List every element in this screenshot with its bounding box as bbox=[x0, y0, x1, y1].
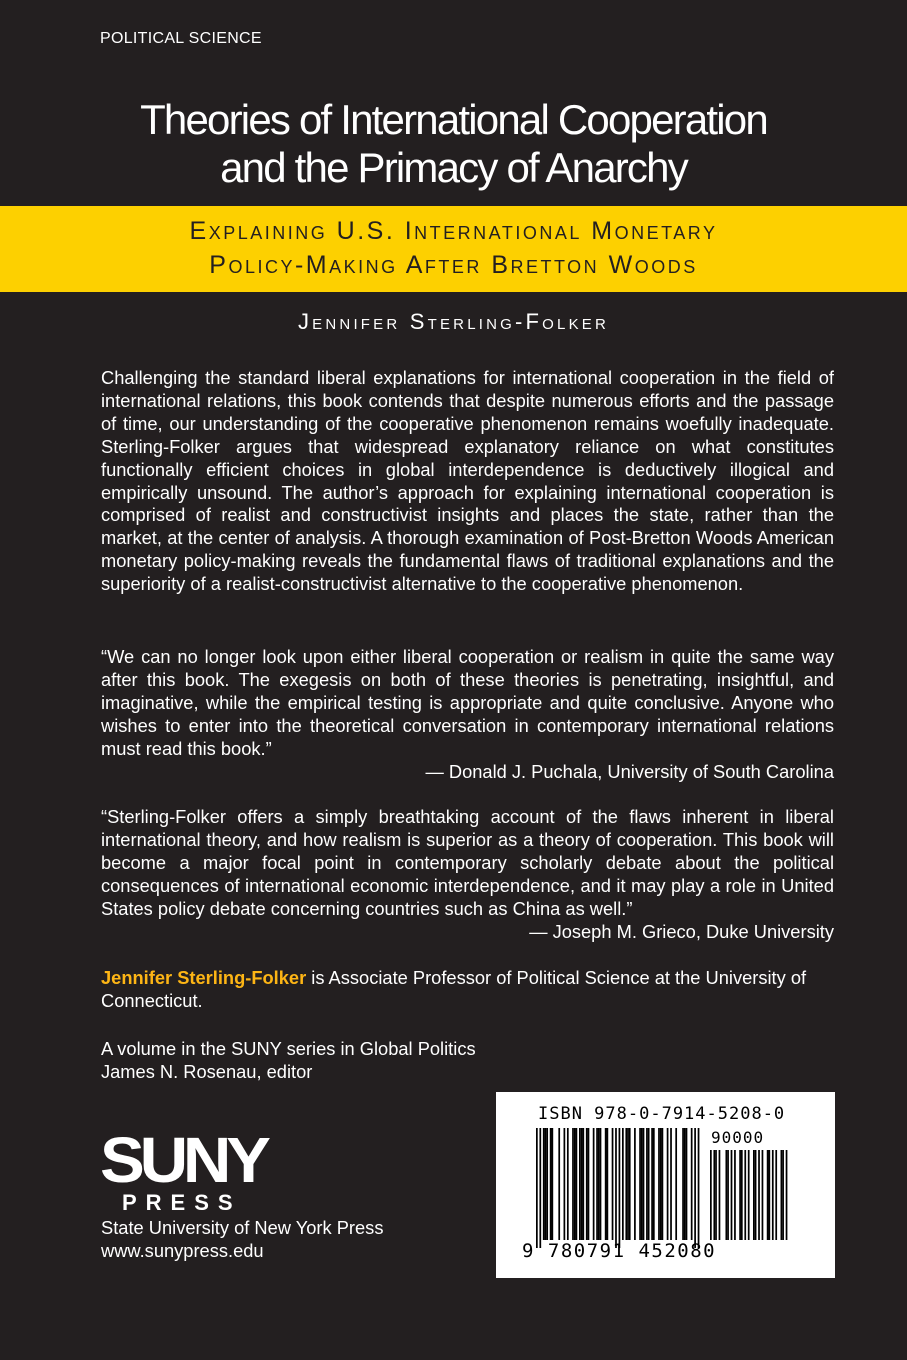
barcode-bar bbox=[596, 1128, 598, 1240]
publisher-url: www.sunypress.edu bbox=[101, 1240, 264, 1261]
addon-bar bbox=[739, 1150, 741, 1240]
suny-press-logo bbox=[100, 1124, 292, 1216]
barcode-bar bbox=[579, 1128, 581, 1240]
barcode-bar bbox=[625, 1128, 627, 1240]
barcode-bar bbox=[658, 1128, 660, 1240]
barcode-bar bbox=[600, 1128, 602, 1240]
barcode-bar bbox=[691, 1128, 693, 1240]
barcode-bar bbox=[646, 1128, 648, 1240]
addon-bar bbox=[753, 1150, 755, 1240]
barcode-bar bbox=[550, 1128, 552, 1240]
barcode-bar bbox=[536, 1128, 538, 1248]
title-line-2: and the Primacy of Anarchy bbox=[220, 144, 687, 191]
series-line-1: A volume in the SUNY series in Global Politics bbox=[101, 1038, 476, 1059]
addon-bar bbox=[775, 1150, 777, 1240]
barcode-bar bbox=[686, 1128, 688, 1240]
addon-bar bbox=[731, 1150, 733, 1240]
barcode-bar bbox=[598, 1128, 600, 1240]
addon-bar bbox=[772, 1150, 774, 1240]
barcode-bar bbox=[627, 1128, 629, 1240]
barcode-bar bbox=[619, 1128, 621, 1248]
addon-bar bbox=[715, 1150, 717, 1240]
barcode-bar bbox=[558, 1128, 560, 1240]
addon-bar bbox=[762, 1150, 764, 1240]
barcode-bar bbox=[545, 1128, 547, 1240]
barcode-bar bbox=[543, 1128, 545, 1240]
book-title bbox=[0, 96, 907, 192]
book-description: Challenging the standard liberal explanations for international cooperation in the field of international relations, this book contends that despite numerous efforts and the passage of time, our understanding of the cooperative phenomenon remains woefully inadequate. Sterling-Folker argues that widespread explanatory reliance on what constitutes functionally efficient choices in global interdependence is deductively illogical and empirically unsound. The author’s approach for explaining international cooperation is comprised of realist and constructivist insights and places the state, rather than the market, at the center of analysis. A thorough examination of Post-Bretton Woods American monetary policy-making reveals the fundamental flaws of traditional explanations and the superiority of a realist-constructivist alternative to the cooperative phenomenon. bbox=[101, 367, 834, 595]
addon-bar bbox=[758, 1150, 760, 1240]
endorsement-1-text: “We can no longer look upon either liberal cooperation or realism in quite the same way after this book. The exegesis on both of these theories is penetrating, insightful, and imaginative, while the empirical testing is appropriate and quite conclusive. Anyone who wishes to enter into the theoretical conversation in contemporary international relations must read this book.” bbox=[101, 646, 834, 759]
barcode-bar bbox=[634, 1128, 636, 1240]
addon-bar bbox=[768, 1150, 770, 1240]
barcode-bar bbox=[653, 1128, 655, 1240]
addon-bar bbox=[725, 1150, 727, 1240]
endorsement-2-text: “Sterling-Folker offers a simply breathtaking account of the flaws inherent in liberal international theory, and how realism is superior as a theory of cooperation. This book will become a major focal point in contemporary scholarly debate about the political consequences of international economic interdependence, and it may play a role in United States policy debate concerning countries such as China as well.” bbox=[101, 806, 834, 919]
addon-bar bbox=[781, 1150, 783, 1240]
barcode-bar bbox=[698, 1128, 700, 1248]
addon-bar bbox=[786, 1150, 788, 1240]
barcode-bar bbox=[629, 1128, 631, 1240]
barcode-bar bbox=[546, 1128, 548, 1240]
subtitle-line-1: Explaining U.S. International Monetary bbox=[189, 217, 718, 245]
addon-bar bbox=[782, 1150, 784, 1240]
author-name: Jennifer Sterling-Folker bbox=[297, 309, 610, 334]
addon-bar bbox=[744, 1150, 746, 1240]
barcode-bar bbox=[662, 1128, 664, 1240]
barcode-bar bbox=[684, 1128, 686, 1240]
addon-bar bbox=[719, 1150, 721, 1240]
barcode-bar bbox=[648, 1128, 650, 1240]
series-editor: James N. Rosenau, editor bbox=[101, 1061, 313, 1082]
addon-bar bbox=[713, 1150, 715, 1240]
addon-bar bbox=[748, 1150, 750, 1240]
subtitle-line-2: Policy-Making After Bretton Woods bbox=[209, 251, 698, 279]
addon-bar bbox=[755, 1150, 757, 1240]
addon-bar bbox=[767, 1150, 769, 1240]
barcode-bar bbox=[576, 1128, 578, 1240]
addon-bar bbox=[741, 1150, 743, 1240]
barcode-bar bbox=[605, 1128, 607, 1240]
barcode-bar bbox=[694, 1128, 696, 1248]
endorsement-1 bbox=[101, 646, 834, 783]
barcode-bar bbox=[586, 1128, 588, 1240]
isbn-label: ISBN 978-0-7914-5208-0 bbox=[538, 1104, 786, 1124]
endorsement-1-attribution: — Donald J. Puchala, University of South Carolina bbox=[425, 760, 834, 782]
barcode-bar bbox=[622, 1128, 624, 1240]
barcode-bar bbox=[593, 1128, 595, 1240]
barcode-bar bbox=[643, 1128, 645, 1240]
author-bio bbox=[101, 967, 834, 1013]
barcode-bar bbox=[539, 1128, 541, 1248]
bio-author-name: Jennifer Sterling-Folker bbox=[101, 967, 307, 988]
barcode-bar bbox=[582, 1128, 584, 1240]
logo-press-text: PRESS bbox=[122, 1190, 242, 1215]
endorsement-2-attribution: — Joseph M. Grieco, Duke University bbox=[529, 920, 834, 942]
barcode-bar bbox=[574, 1128, 576, 1240]
title-line-1: Theories of International Cooperation bbox=[140, 96, 767, 143]
barcode-bar bbox=[581, 1128, 583, 1240]
barcode-bar bbox=[670, 1128, 672, 1240]
publisher-name: State University of New York Press bbox=[101, 1217, 384, 1238]
barcode-bar bbox=[651, 1128, 653, 1240]
barcode-bar bbox=[660, 1128, 662, 1240]
barcode-bar bbox=[675, 1128, 677, 1240]
barcode-bar bbox=[682, 1128, 684, 1240]
addon-bar bbox=[734, 1150, 736, 1240]
category-label: POLITICAL SCIENCE bbox=[100, 30, 262, 47]
ean-number: 9 780791 452080 bbox=[522, 1240, 717, 1262]
barcode-bar bbox=[667, 1128, 669, 1240]
barcode-bar bbox=[588, 1128, 590, 1240]
barcode-bar bbox=[551, 1128, 553, 1240]
barcode-bar bbox=[567, 1128, 569, 1240]
barcode-bar bbox=[564, 1128, 566, 1240]
barcode-bar bbox=[639, 1128, 641, 1240]
endorsement-2 bbox=[101, 806, 834, 943]
addon-bar bbox=[727, 1150, 729, 1240]
addon-bar bbox=[710, 1150, 712, 1240]
barcode-bar bbox=[572, 1128, 574, 1240]
barcode-bar bbox=[615, 1128, 617, 1248]
series-info bbox=[101, 1037, 476, 1083]
barcode-bar bbox=[607, 1128, 609, 1240]
barcode-bar bbox=[641, 1128, 643, 1240]
bio-text: is Associate Professor of Political Science at the University of Connecticut. bbox=[101, 967, 807, 1011]
price-code: 90000 bbox=[711, 1128, 765, 1147]
barcode-bar bbox=[612, 1128, 614, 1240]
logo-suny-text: SUNY bbox=[100, 1124, 266, 1196]
book-subtitle bbox=[0, 214, 907, 282]
barcode-panel bbox=[496, 1092, 835, 1278]
publisher-info bbox=[101, 1216, 383, 1262]
